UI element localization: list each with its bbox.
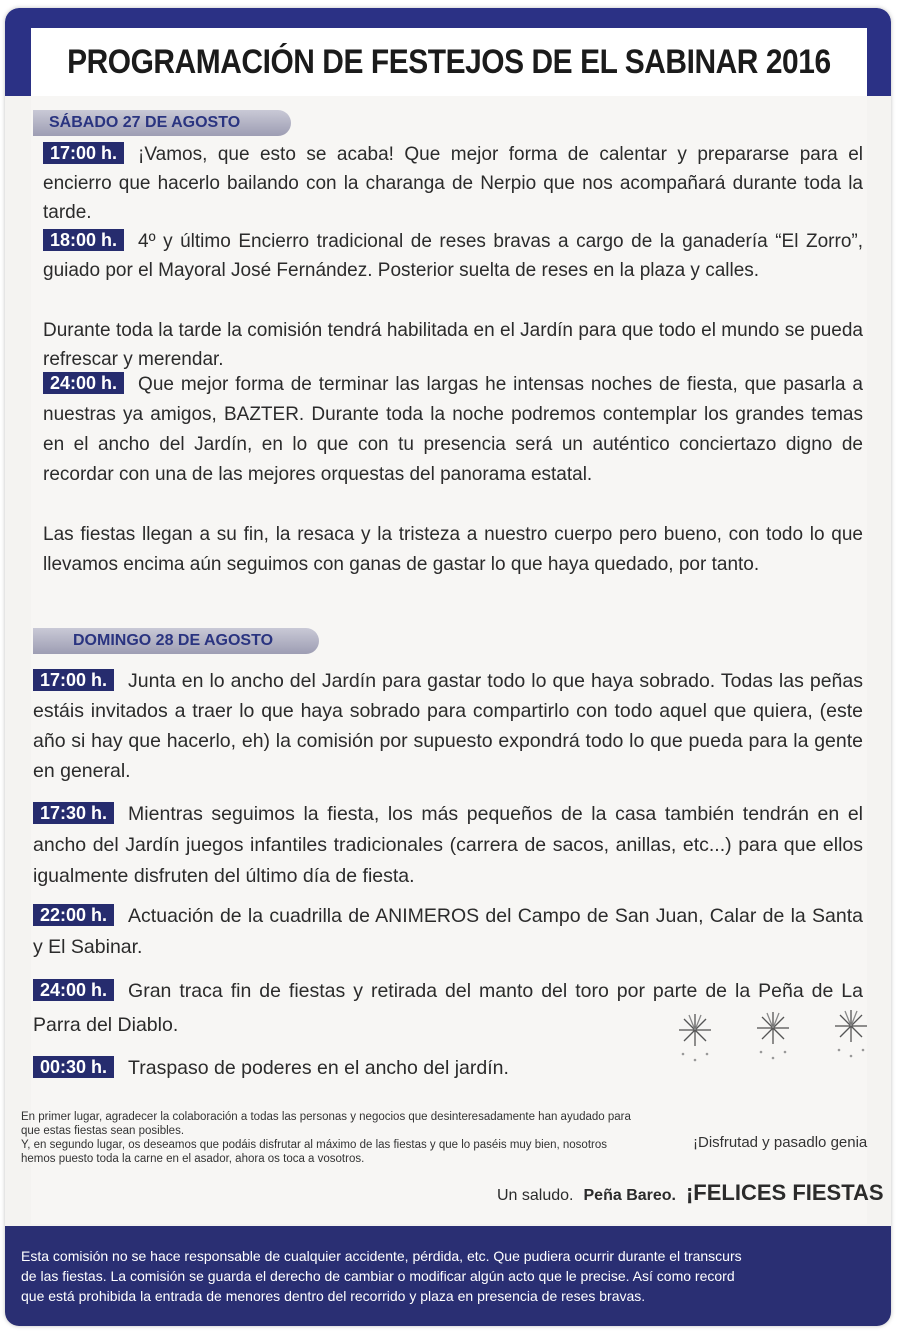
event-text: Traspaso de poderes en el ancho del jardín.: [128, 1057, 509, 1079]
event-text: Actuación de la cuadrilla de ANIMEROS del Campo de San Juan, Calar de la Santa y El Sabinar.: [33, 905, 863, 958]
acknowledgement-line-1: En primer lugar, agradecer la colaboración a todas las personas y negocios que desinteresadamente han ayudado para que estas fiestas sean posibles.: [21, 1111, 631, 1137]
event-saturday-2400: [43, 370, 863, 490]
time-badge: 24:00 h.: [43, 372, 124, 394]
flyer: [5, 8, 891, 1326]
time-badge: 17:00 h.: [33, 669, 114, 691]
day-heading-sunday: DOMINGO 28 DE AGOSTO: [33, 628, 319, 654]
page-title: PROGRAMACIÓN DE FESTEJOS DE EL SABINAR 2016: [67, 42, 831, 81]
pena-name: Peña Bareo.: [583, 1187, 676, 1204]
acknowledgement-note: [21, 1110, 643, 1166]
acknowledgement-line-2: Y, en segundo lugar, os deseamos que podáis disfrutar al máximo de las fiestas y que lo paséis muy bien, nosotros hemos puesto toda la carne en el asador, ahora os toca a vosotros.: [21, 1139, 607, 1165]
event-saturday-closing: [43, 520, 863, 580]
event-text: Gran traca fin de fiestas y retirada del manto del toro por parte de la Peña de La Parra del Diablo.: [33, 980, 863, 1036]
time-badge: 17:30 h.: [33, 802, 114, 824]
disclaimer-line-3: que está prohibida la entrada de menores dentro del recorrido y plaza en presencia de reses bravas.: [21, 1288, 646, 1304]
title-box: [31, 28, 867, 96]
disclaimer-banner: [5, 1226, 891, 1326]
event-text: Que mejor forma de terminar las largas he intensas noches de fiesta, que pasarla a nuestras ya amigos, BAZTER. Durante toda la noche podremos contemplar los grandes temas en el ancho del Jardín, en lo que con tu presencia será un auténtico conciertazo digno de recordar con una de las mejores orquestas del panorama estatal.: [43, 374, 863, 485]
event-text: Mientras seguimos la fiesta, los más pequeños de la casa también tendrán en el ancho del Jardín juegos infantiles tradicionales (carrera de sacos, anillas, etc...) para que ellos igualmente disfruten del último día de fiesta.: [33, 803, 863, 887]
event-sunday-0030: [33, 1054, 653, 1083]
event-sunday-1700: [33, 666, 863, 786]
time-badge: 17:00 h.: [43, 142, 124, 164]
disclaimer-line-2: de las fiestas. La comisión se guarda el derecho de cambiar o modificar algún acto que le precise. Así como record: [21, 1268, 735, 1284]
greeting: Un saludo.: [497, 1187, 574, 1204]
event-text: Durante toda la tarde la comisión tendrá habilitada en el Jardín para que todo el mundo se pueda refrescar y merendar.: [43, 320, 863, 370]
event-text: 4º y último Encierro tradicional de reses bravas a cargo de la ganadería “El Zorro”, guiado por el Mayoral José Fernández. Posterior suelta de reses en la plaza y calles.: [43, 231, 863, 281]
day-heading-saturday: SÁBADO 27 DE AGOSTO: [33, 110, 291, 136]
event-saturday-note: [43, 316, 863, 374]
time-badge: 24:00 h.: [33, 979, 114, 1001]
event-text: ¡Vamos, que esto se acaba! Que mejor forma de calentar y prepararse para el encierro que hacerlo bailando con la charanga de Nerpio que nos acompañará durante toda la tarde.: [43, 144, 863, 223]
disclaimer-line-1: Esta comisión no se hace responsable de cualquier accidente, pérdida, etc. Que pudiera ocurrir durante el transcurs: [21, 1248, 742, 1264]
event-text: Las fiestas llegan a su fin, la resaca y la tristeza a nuestro cuerpo pero bueno, con todo lo que llevamos encima aún seguimos con ganas de gastar lo que haya quedado, por tanto.: [43, 524, 863, 575]
event-text: Junta en lo ancho del Jardín para gastar todo lo que haya sobrado. Todas las peñas estáis invitados a traer lo que haya sobrado para compartirlo con todo aquel que quiera, (este año si hay que hacerlo, eh) la comisión por supuesto expondrá todo lo que pueda para la gente en general.: [33, 670, 863, 782]
event-sunday-2200: [33, 901, 863, 963]
event-saturday-1800: [43, 227, 863, 285]
felices-fiestas: ¡FELICES FIESTAS: [685, 1180, 884, 1205]
time-badge: 22:00 h.: [33, 904, 114, 926]
time-badge: 18:00 h.: [43, 229, 124, 251]
event-saturday-1700: [43, 140, 863, 227]
enjoy-message: ¡Disfrutad y pasadlo genia: [693, 1134, 868, 1151]
signoff: [497, 1180, 884, 1206]
event-sunday-1730: [33, 799, 863, 892]
fireworks-icon: [655, 1004, 885, 1074]
title-banner: [5, 8, 891, 96]
time-badge: 00:30 h.: [33, 1056, 114, 1078]
